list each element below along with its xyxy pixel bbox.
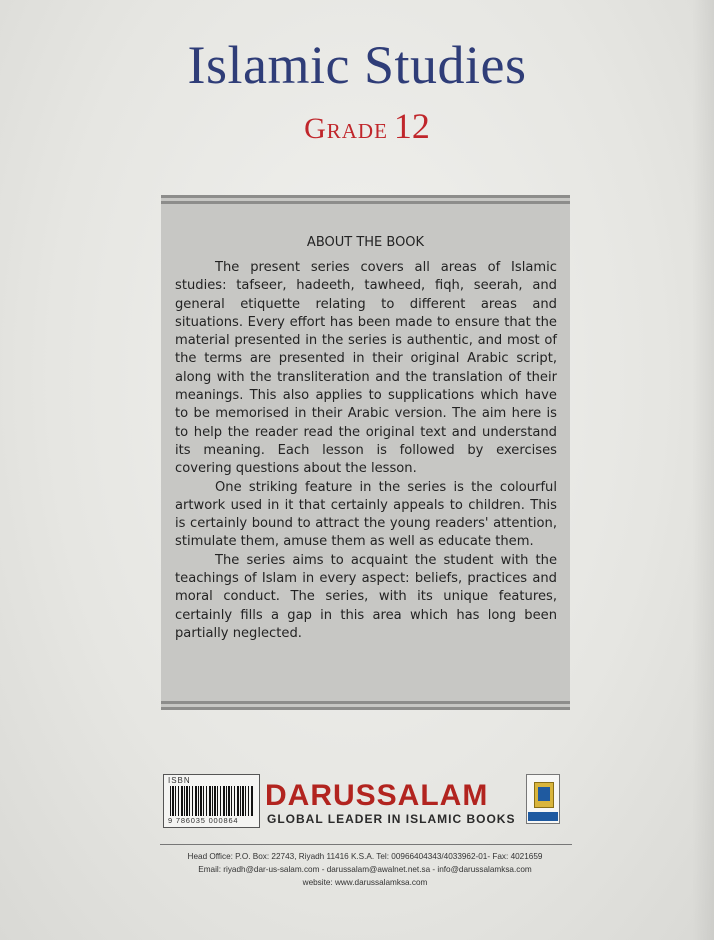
logo-strip (528, 812, 558, 821)
panel-top-rule (161, 195, 570, 198)
panel-bottom-rule-inner (161, 701, 570, 704)
isbn-label: ISBN (168, 776, 191, 785)
barcode-icon (170, 786, 254, 816)
about-heading: ABOUT THE BOOK (306, 235, 425, 250)
grade-word: Grade (304, 112, 388, 145)
about-paragraph-3: The series aims to acquaint the student with the teachings of Islam in every aspect: beliefs, practices and moral conduct. The series, with its unique features, certainly fills a gap in this area which has long been partially neglected. (175, 552, 557, 641)
publisher-tagline: GLOBAL LEADER IN ISLAMIC BOOKS (267, 812, 516, 826)
grade-number: 12 (393, 106, 430, 146)
about-text (175, 259, 557, 643)
about-paragraph-2: One striking feature in the series is the colourful artwork used in it that certainly appeals to children. This is certainly bound to attract the young readers' attention, stimulate them, amuse them as well as educate them. (175, 479, 557, 550)
book-title: Islamic Studies (187, 35, 527, 95)
about-the-book-panel (161, 195, 570, 710)
publisher-name: DARUSSALAM (265, 779, 489, 812)
grade-label (0, 105, 714, 147)
email-line: Email: riyadh@dar-us-salam.com - darussalam@awalnet.net.sa - info@darussalamksa.com (198, 865, 532, 874)
darussalam-book-logo-icon (526, 774, 560, 824)
panel-bottom-rule (161, 707, 570, 710)
head-office-line: Head Office: P.O. Box: 22743, Riyadh 11416 K.S.A. Tel: 00966404343/4033962-01- Fax: 4021659 (187, 852, 543, 861)
about-paragraph-1: The present series covers all areas of Islamic studies: tafseer, hadeeth, tawheed, fiqh, seerah, and general etiquette relating to different areas and situations. Every effort has been made to ensure that the material presented in the series is authentic, and most of the terms are presented in their original Arabic script, along with the transliteration and the translation of their meanings. This also applies to supplications which have to be memorised in their Arabic version. The aim here is to help the reader read the original text and understand its meaning. Each lesson is followed by exercises covering questions about the lesson. (175, 260, 557, 477)
contact-divider (160, 844, 572, 845)
logo-book-shape (534, 782, 554, 808)
panel-top-rule-inner (161, 201, 570, 204)
isbn-number: 9 786035 000864 (168, 816, 239, 825)
website-line: website: www.darussalamksa.com (302, 878, 428, 887)
isbn-barcode-box (163, 774, 260, 828)
